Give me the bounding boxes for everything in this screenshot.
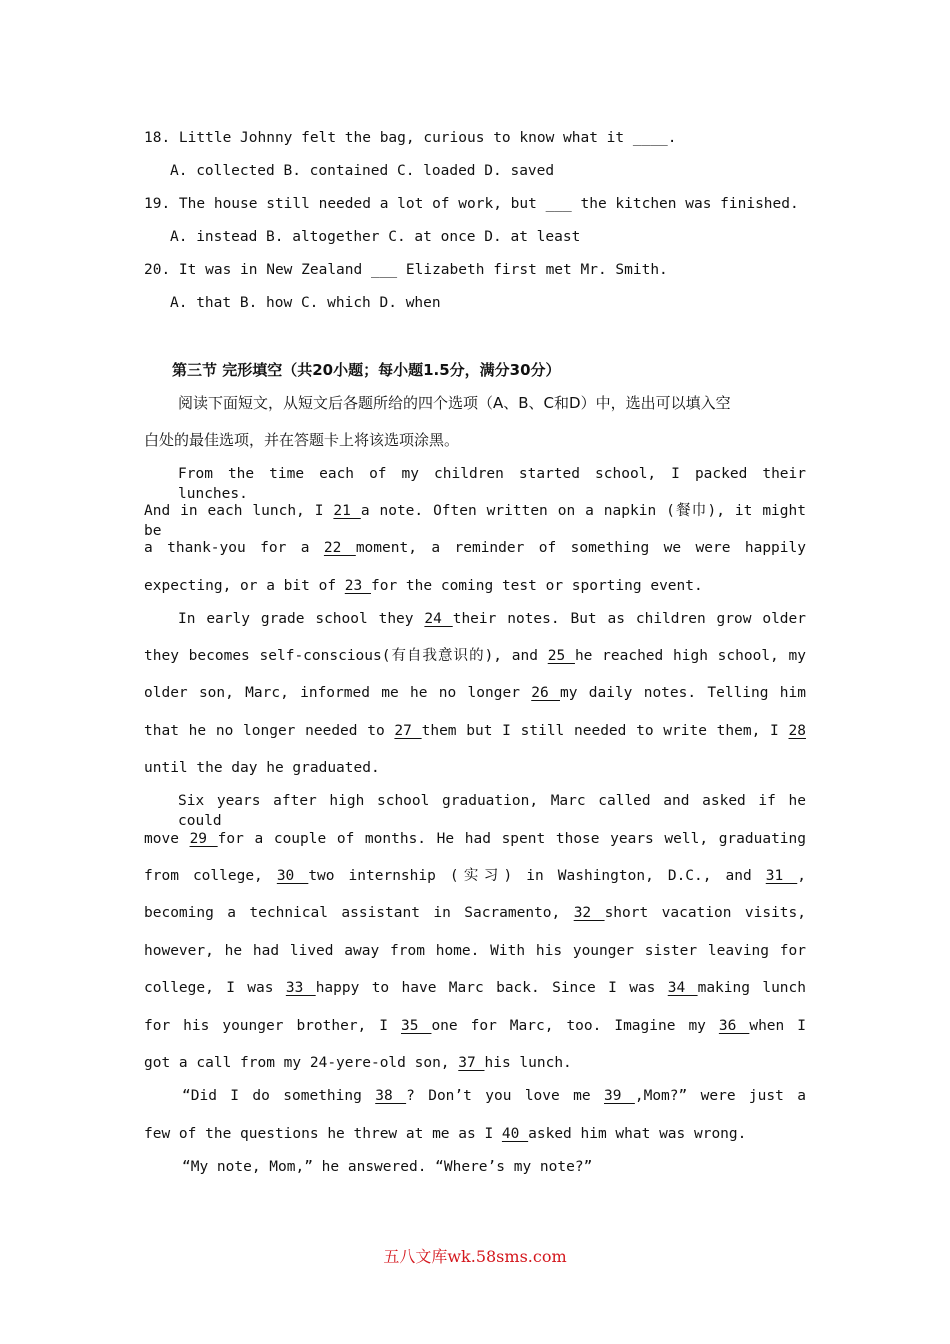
question-19: 19. The house still needed a lot of work, but ___ the kitchen was finished. xyxy=(144,196,799,212)
passage-line: few of the questions he threw at me as I 40 asked him what was wrong. xyxy=(144,1126,747,1142)
blank-22: 22 xyxy=(323,540,356,556)
passage-line: Six years after high school graduation, Marc called and asked if he could xyxy=(178,793,806,829)
blank-31: 31 xyxy=(765,868,798,884)
passage-line: And in each lunch, I 21 a note. Often written on a napkin (餐巾), it might be xyxy=(144,503,806,539)
passage-line: From the time each of my children started school, I packed their lunches. xyxy=(178,466,806,502)
footer-watermark[interactable]: 五八文库wk.58sms.com xyxy=(383,1247,567,1266)
passage-line: a thank-you for a 22 moment, a reminder of something we were happily xyxy=(144,540,806,556)
instruction-line-1: 阅读下面短文，从短文后各题所给的四个选项（A、B、C和D）中，选出可以填入空 xyxy=(178,394,731,412)
blank-37: 37 xyxy=(458,1055,485,1071)
passage-line: older son, Marc, informed me he no longer 26 my daily notes. Telling him xyxy=(144,685,806,701)
blank-35: 35 xyxy=(401,1018,432,1034)
blank-34: 34 xyxy=(667,980,698,996)
blank-38: 38 xyxy=(375,1088,407,1104)
passage-line: “Did I do something 38 ? Don’t you love me 39 ,Mom?” were just a xyxy=(182,1088,806,1104)
question-20: 20. It was in New Zealand ___ Elizabeth first met Mr. Smith. xyxy=(144,262,668,278)
blank-36: 36 xyxy=(718,1018,750,1034)
passage-line: college, I was 33 happy to have Marc back. Since I was 34 making lunch xyxy=(144,980,806,996)
blank-33: 33 xyxy=(285,980,316,996)
passage-line: until the day he graduated. xyxy=(144,760,380,776)
passage-line: becoming a technical assistant in Sacramento, 32 short vacation visits, xyxy=(144,905,806,921)
passage-line: however, he had lived away from home. With his younger sister leaving for xyxy=(144,943,806,959)
blank-23: 23 xyxy=(344,578,371,594)
passage-line: they becomes self-conscious(有自我意识的), and 25 he reached high school, my xyxy=(144,648,806,664)
passage-line: got a call from my 24-yere-old son, 37 his lunch. xyxy=(144,1055,572,1071)
passage-line: In early grade school they 24 their notes. But as children grow older xyxy=(178,611,806,627)
question-18: 18. Little Johnny felt the bag, curious to know what it ____. xyxy=(144,130,677,146)
blank-28: 28 xyxy=(788,723,806,739)
blank-27: 27 xyxy=(394,723,422,739)
blank-26: 26 xyxy=(531,685,560,701)
section-heading: 第三节 完形填空（共20小题；每小题1.5分，满分30分） xyxy=(172,361,561,379)
passage-line: expecting, or a bit of 23 for the coming test or sporting event. xyxy=(144,578,703,594)
passage-line: for his younger brother, I 35 one for Marc, too. Imagine my 36 when I xyxy=(144,1018,806,1034)
passage-line: move 29 for a couple of months. He had spent those years well, graduating xyxy=(144,831,806,847)
passage-line: from college, 30 two internship (实习) in Washington, D.C., and 31 , xyxy=(144,868,806,884)
instruction-line-2: 白处的最佳选项，并在答题卡上将该选项涂黑。 xyxy=(144,431,460,449)
blank-24: 24 xyxy=(424,611,453,627)
blank-39: 39 xyxy=(604,1088,635,1104)
blank-30: 30 xyxy=(276,868,309,884)
blank-40: 40 xyxy=(501,1126,529,1142)
blank-25: 25 xyxy=(547,648,575,664)
blank-32: 32 xyxy=(573,905,605,921)
passage-line: “My note, Mom,” he answered. “Where’s my note?” xyxy=(182,1159,593,1175)
question-19-options: A. instead B. altogether C. at once D. at least xyxy=(170,229,581,245)
question-18-options: A. collected B. contained C. loaded D. saved xyxy=(170,163,555,179)
blank-29: 29 xyxy=(189,831,218,847)
blank-21: 21 xyxy=(333,503,361,519)
question-20-options: A. that B. how C. which D. when xyxy=(170,295,441,311)
passage-line: that he no longer needed to 27 them but I still needed to write them, I 28 xyxy=(144,723,806,739)
